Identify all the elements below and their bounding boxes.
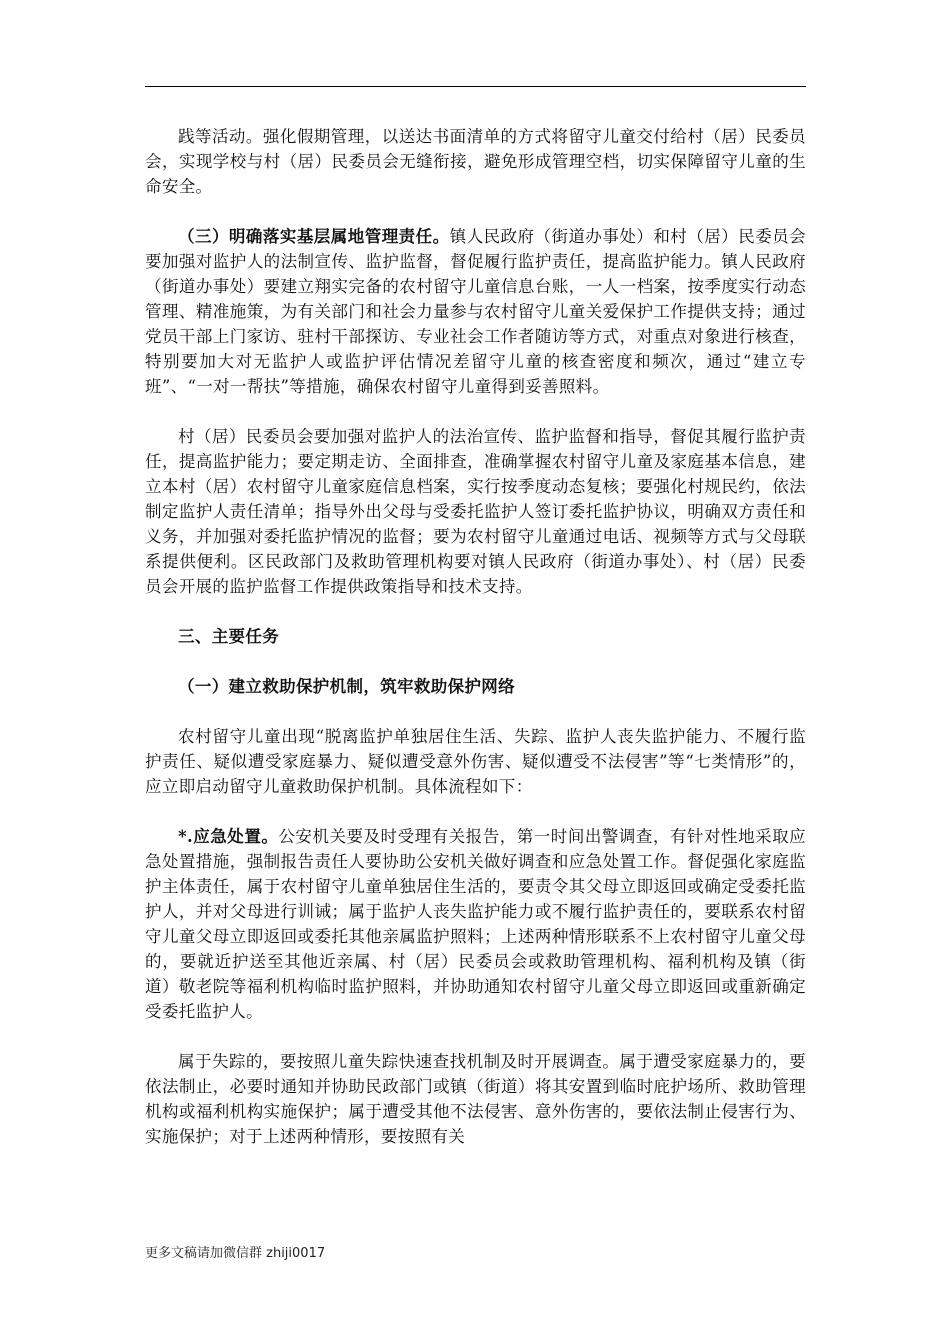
paragraph-3-text: 村（居）民委员会要加强对监护人的法治宣传、监护监督和指导，督促其履行监护责任，提高监护能力；要定期走访、全面排查，准确掌握农村留守儿童及家庭基本信息，建立本村（居）农村留守儿童家庭信息档案，实行按季度动态复核；要强化村规民约，依法制定监护人责任清单；指导外出父母与受委托监护人签订委托监护协议，明确双方责任和义务，并加强对委托监护情况的监督；要为农村留守儿童通过电话、视频等方式与父母联系提供便利。区民政部门及救助管理机构要对镇人民政府（街道办事处）、村（居）民委员会开展的监护监督工作提供政策指导和技术支持。 bbox=[145, 427, 806, 596]
paragraph-1 bbox=[145, 124, 806, 199]
paragraph-2 bbox=[145, 224, 806, 399]
document-body bbox=[145, 124, 806, 1149]
section-title-main-tasks bbox=[145, 624, 806, 649]
footer-note: 更多文稿请加微信群 zhiji0017 bbox=[145, 1246, 326, 1261]
emergency-heading: *.应急处置。 bbox=[178, 827, 279, 846]
header-rule bbox=[145, 86, 806, 87]
paragraph-6 bbox=[145, 1049, 806, 1149]
paragraph-4-text: 农村留守儿童出现“脱离监护单独居住生活、失踪、监护人丧失监护能力、不履行监护责任、疑似遭受家庭暴力、疑似遭受意外伤害、疑似遭受不法侵害”等“七类情形”的，应立即启动留守儿童救助保护机制。具体流程如下： bbox=[145, 727, 806, 796]
subsection-title-1 bbox=[145, 674, 806, 699]
subsection-heading-1: （一）建立救助保护机制，筑牢救助保护网络 bbox=[178, 677, 515, 696]
paragraph-4 bbox=[145, 724, 806, 799]
paragraph-3 bbox=[145, 424, 806, 599]
paragraph-5 bbox=[145, 824, 806, 1024]
paragraph-1-text: 践等活动。强化假期管理，以送达书面清单的方式将留守儿童交付给村（居）民委员会，实现学校与村（居）民委员会无缝衔接，避免形成管理空档，切实保障留守儿童的生命安全。 bbox=[145, 127, 806, 196]
paragraph-6-text: 属于失踪的，要按照儿童失踪快速查找机制及时开展调查。属于遭受家庭暴力的，要依法制止，必要时通知并协助民政部门或镇（街道）将其安置到临时庇护场所、救助管理机构或福利机构实施保护；属于遭受其他不法侵害、意外伤害的，要依法制止侵害行为、实施保护；对于上述两种情形，要按照有关 bbox=[145, 1052, 806, 1146]
main-tasks-heading: 三、主要任务 bbox=[178, 627, 280, 646]
section-heading-3: （三）明确落实基层属地管理责任。 bbox=[178, 227, 450, 246]
paragraph-2-text: 镇人民政府（街道办事处）和村（居）民委员会要加强对监护人的法制宣传、监护监督，督促履行监护责任，提高监护能力。镇人民政府（街道办事处）要建立翔实完备的农村留守儿童信息台账，一人一档案，按季度实行动态管理、精准施策，为有关部门和社会力量参与农村留守儿童关爱保护工作提供支持；通过党员干部上门家访、驻村干部探访、专业社会工作者随访等方式，对重点对象进行核查，特别要加大对无监护人或监护评估情况差留守儿童的核查密度和频次，通过“建立专班”、“一对一帮扶”等措施，确保农村留守儿童得到妥善照料。 bbox=[145, 227, 806, 396]
paragraph-5-text: 公安机关要及时受理有关报告，第一时间出警调查，有针对性地采取应急处置措施，强制报告责任人要协助公安机关做好调查和应急处置工作。督促强化家庭监护主体责任，属于农村留守儿童单独居住生活的，要责令其父母立即返回或确定受委托监护人，并对父母进行训诫；属于监护人丧失监护能力或不履行监护责任的，要联系农村留守儿童父母立即返回或委托其他亲属监护照料；上述两种情形联系不上农村留守儿童父母的，要就近护送至其他近亲属、村（居）民委员会或救助管理机构、福利机构及镇（街道）敬老院等福利机构临时监护照料，并协助通知农村留守儿童父母立即返回或重新确定受委托监护人。 bbox=[145, 827, 807, 1021]
